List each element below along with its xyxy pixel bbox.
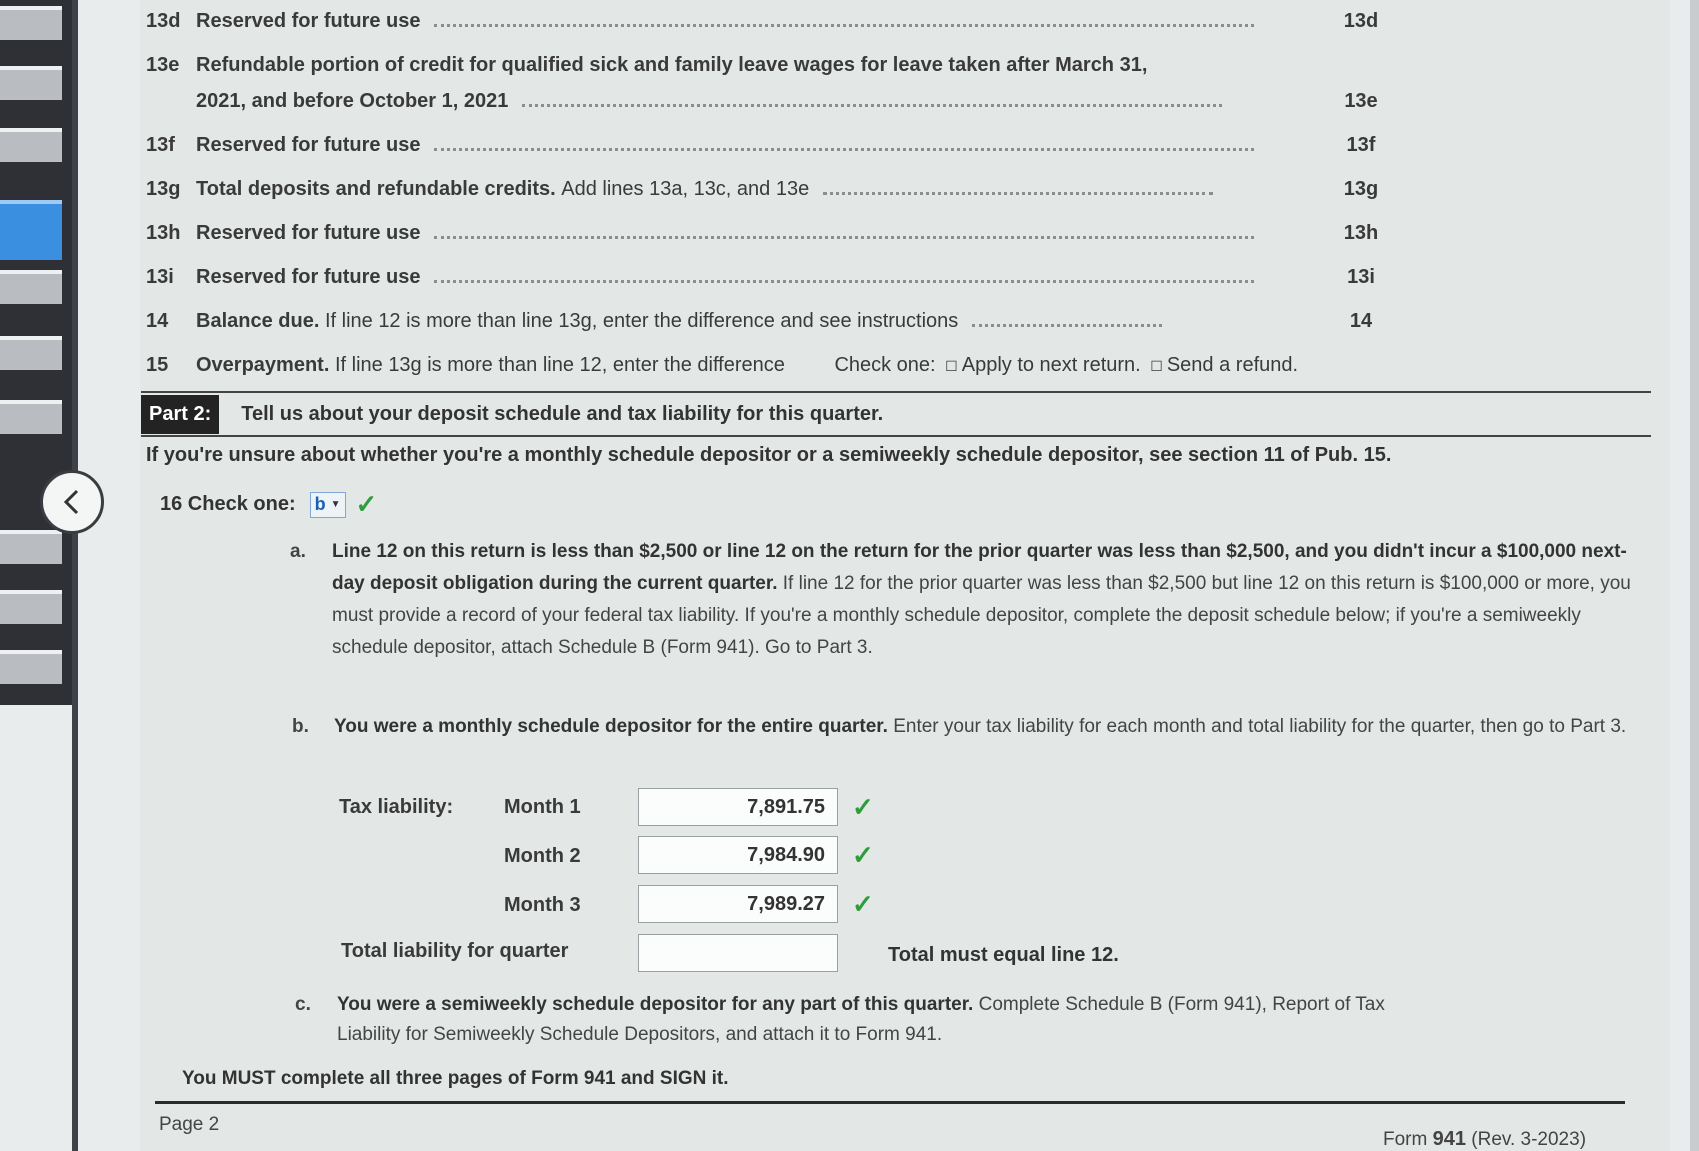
side-nav-item[interactable] xyxy=(0,400,62,434)
line-16 xyxy=(160,489,377,520)
month3-input[interactable]: 7,989.27 xyxy=(638,885,838,923)
side-nav-item[interactable] xyxy=(0,6,62,40)
part2-intro: If you're unsure about whether you're a monthly schedule depositor or a semiweekly schedule depositor, see section 11 of Pub. 15. xyxy=(146,444,1392,466)
line-13h xyxy=(146,222,1379,245)
form-name: 941 xyxy=(1432,1128,1466,1150)
part2-header xyxy=(141,391,1651,437)
line-ref: 13f xyxy=(1346,134,1376,156)
depositor-type-select[interactable] xyxy=(310,492,346,518)
line-ref: 13h xyxy=(1343,222,1379,244)
gutter-bottom xyxy=(0,705,72,1151)
line-label: Reserved for future use xyxy=(196,266,421,288)
line-13i xyxy=(146,266,1375,289)
line-ref: 14 xyxy=(1349,310,1373,332)
line-13f xyxy=(146,134,1376,157)
line-label: Reserved for future use xyxy=(196,10,421,32)
chevron-left-icon xyxy=(57,487,87,517)
month1-input[interactable]: 7,891.75 xyxy=(638,788,838,826)
check16-label: 16 Check one: xyxy=(160,493,296,515)
option-a-bold: Line 12 on this return is less than $2,500 or line 12 on the return for the prior quarter was less than $2,500, and you didn't incur a $100,000 next-day deposit obligation during the current quarter. xyxy=(332,541,1627,594)
line-number: 13i xyxy=(146,266,174,288)
option-c-bold: You were a semiweekly schedule depositor for any part of this quarter. xyxy=(337,994,974,1015)
line-note: If line 12 is more than line 13g, enter the difference and see instructions xyxy=(324,310,959,332)
apply-checkbox[interactable]: ☐ xyxy=(945,358,958,374)
option-a xyxy=(290,536,1632,664)
send-refund-label: Send a refund. xyxy=(1166,354,1299,376)
side-nav-item-active[interactable] xyxy=(0,200,62,260)
option-letter: a. xyxy=(290,541,306,562)
line-label: Balance due. xyxy=(196,310,320,332)
line-15 xyxy=(146,354,1298,377)
line-13e xyxy=(146,54,1147,77)
line-number: 13g xyxy=(146,178,181,200)
line-number: 13h xyxy=(146,222,181,244)
check-one-label: Check one: xyxy=(834,354,936,376)
check-icon: ✓ xyxy=(852,792,874,822)
line-note: Add lines 13a, 13c, and 13e xyxy=(561,178,810,200)
line-14 xyxy=(146,310,1373,333)
part2-tag: Part 2: xyxy=(141,395,219,434)
line-label: Refundable portion of credit for qualified sick and family leave wages for leave taken after March 31, xyxy=(196,54,1148,76)
side-nav-item[interactable] xyxy=(0,590,62,624)
line-number: 14 xyxy=(146,310,169,332)
check-icon: ✓ xyxy=(355,489,378,519)
month2-label: Month 2 xyxy=(504,845,581,867)
line-number: 13d xyxy=(146,10,181,32)
apply-next-return-label: Apply to next return. xyxy=(961,354,1141,376)
total-note: Total must equal line 12. xyxy=(888,944,1119,966)
line-ref: 13g xyxy=(1343,178,1379,200)
page-number: Page 2 xyxy=(159,1114,220,1135)
option-c xyxy=(295,990,1437,1050)
select-value: b xyxy=(314,494,326,514)
line-label: Total deposits and refundable credits. xyxy=(196,178,556,200)
month1-label: Month 1 xyxy=(504,796,581,818)
form-id xyxy=(1383,1128,1586,1151)
line-13e-cont xyxy=(146,90,1378,113)
option-letter: b. xyxy=(292,716,309,737)
option-letter: c. xyxy=(295,994,311,1015)
side-nav-item[interactable] xyxy=(0,128,62,162)
check-icon: ✓ xyxy=(852,840,874,870)
month3-label: Month 3 xyxy=(504,894,581,916)
line-ref: 13e xyxy=(1344,90,1378,112)
refund-checkbox[interactable]: ☐ xyxy=(1150,358,1163,374)
form-prefix: Form xyxy=(1383,1129,1428,1150)
side-nav-item[interactable] xyxy=(0,270,62,304)
option-b xyxy=(292,711,1634,743)
check-icon: ✓ xyxy=(852,889,874,919)
line-label: Overpayment. xyxy=(196,354,330,376)
line-label: Reserved for future use xyxy=(196,222,421,244)
footer-divider xyxy=(155,1101,1625,1104)
must-complete-note: You MUST complete all three pages of Form 941 and SIGN it. xyxy=(182,1068,729,1089)
month2-input[interactable]: 7,984.90 xyxy=(638,836,838,874)
option-a-text: If line 12 for the prior quarter was less than $2,500 but line 12 on this return is $100,000 or more, you must provide a record of your federal tax liability. If you're a monthly schedule depositor, complete the deposit schedule below; if you're a semiweekly schedule depositor, attach Schedule B (Form 941). Go to Part 3. xyxy=(332,573,1631,658)
side-nav-item[interactable] xyxy=(0,336,62,370)
line-ref: 13d xyxy=(1343,10,1379,32)
line-label: 2021, and before October 1, 2021 xyxy=(196,90,509,112)
scrollbar[interactable] xyxy=(1690,0,1699,1151)
part2-title: Tell us about your deposit schedule and tax liability for this quarter. xyxy=(241,402,884,425)
option-b-text: Enter your tax liability for each month and total liability for the quarter, then go to Part 3. xyxy=(893,716,1627,737)
side-nav xyxy=(0,0,72,1151)
form-revision: (Rev. 3-2023) xyxy=(1471,1129,1587,1150)
side-nav-item[interactable] xyxy=(0,66,62,100)
line-number: 15 xyxy=(146,354,169,376)
back-button[interactable] xyxy=(40,470,104,534)
total-liability-label: Total liability for quarter xyxy=(341,940,569,962)
line-label: Reserved for future use xyxy=(196,134,421,156)
tax-liability-label: Tax liability: xyxy=(339,796,454,818)
side-nav-item[interactable] xyxy=(0,650,62,684)
line-13d xyxy=(146,10,1379,33)
side-nav-item[interactable] xyxy=(0,530,62,564)
line-number: 13e xyxy=(146,54,180,76)
option-c-text: Complete Schedule B (Form 941), Report of Tax Liability for Semiweekly Schedule Depositors, and attach it to Form 941. xyxy=(337,994,1385,1045)
line-note: If line 13g is more than line 12, enter the difference xyxy=(334,354,785,376)
chevron-down-icon: ▼ xyxy=(330,499,341,510)
line-ref: 13i xyxy=(1347,266,1375,288)
line-13g xyxy=(146,178,1379,201)
total-liability-input[interactable] xyxy=(638,934,838,972)
option-b-bold: You were a monthly schedule depositor for the entire quarter. xyxy=(334,716,888,737)
line-number: 13f xyxy=(146,134,175,156)
